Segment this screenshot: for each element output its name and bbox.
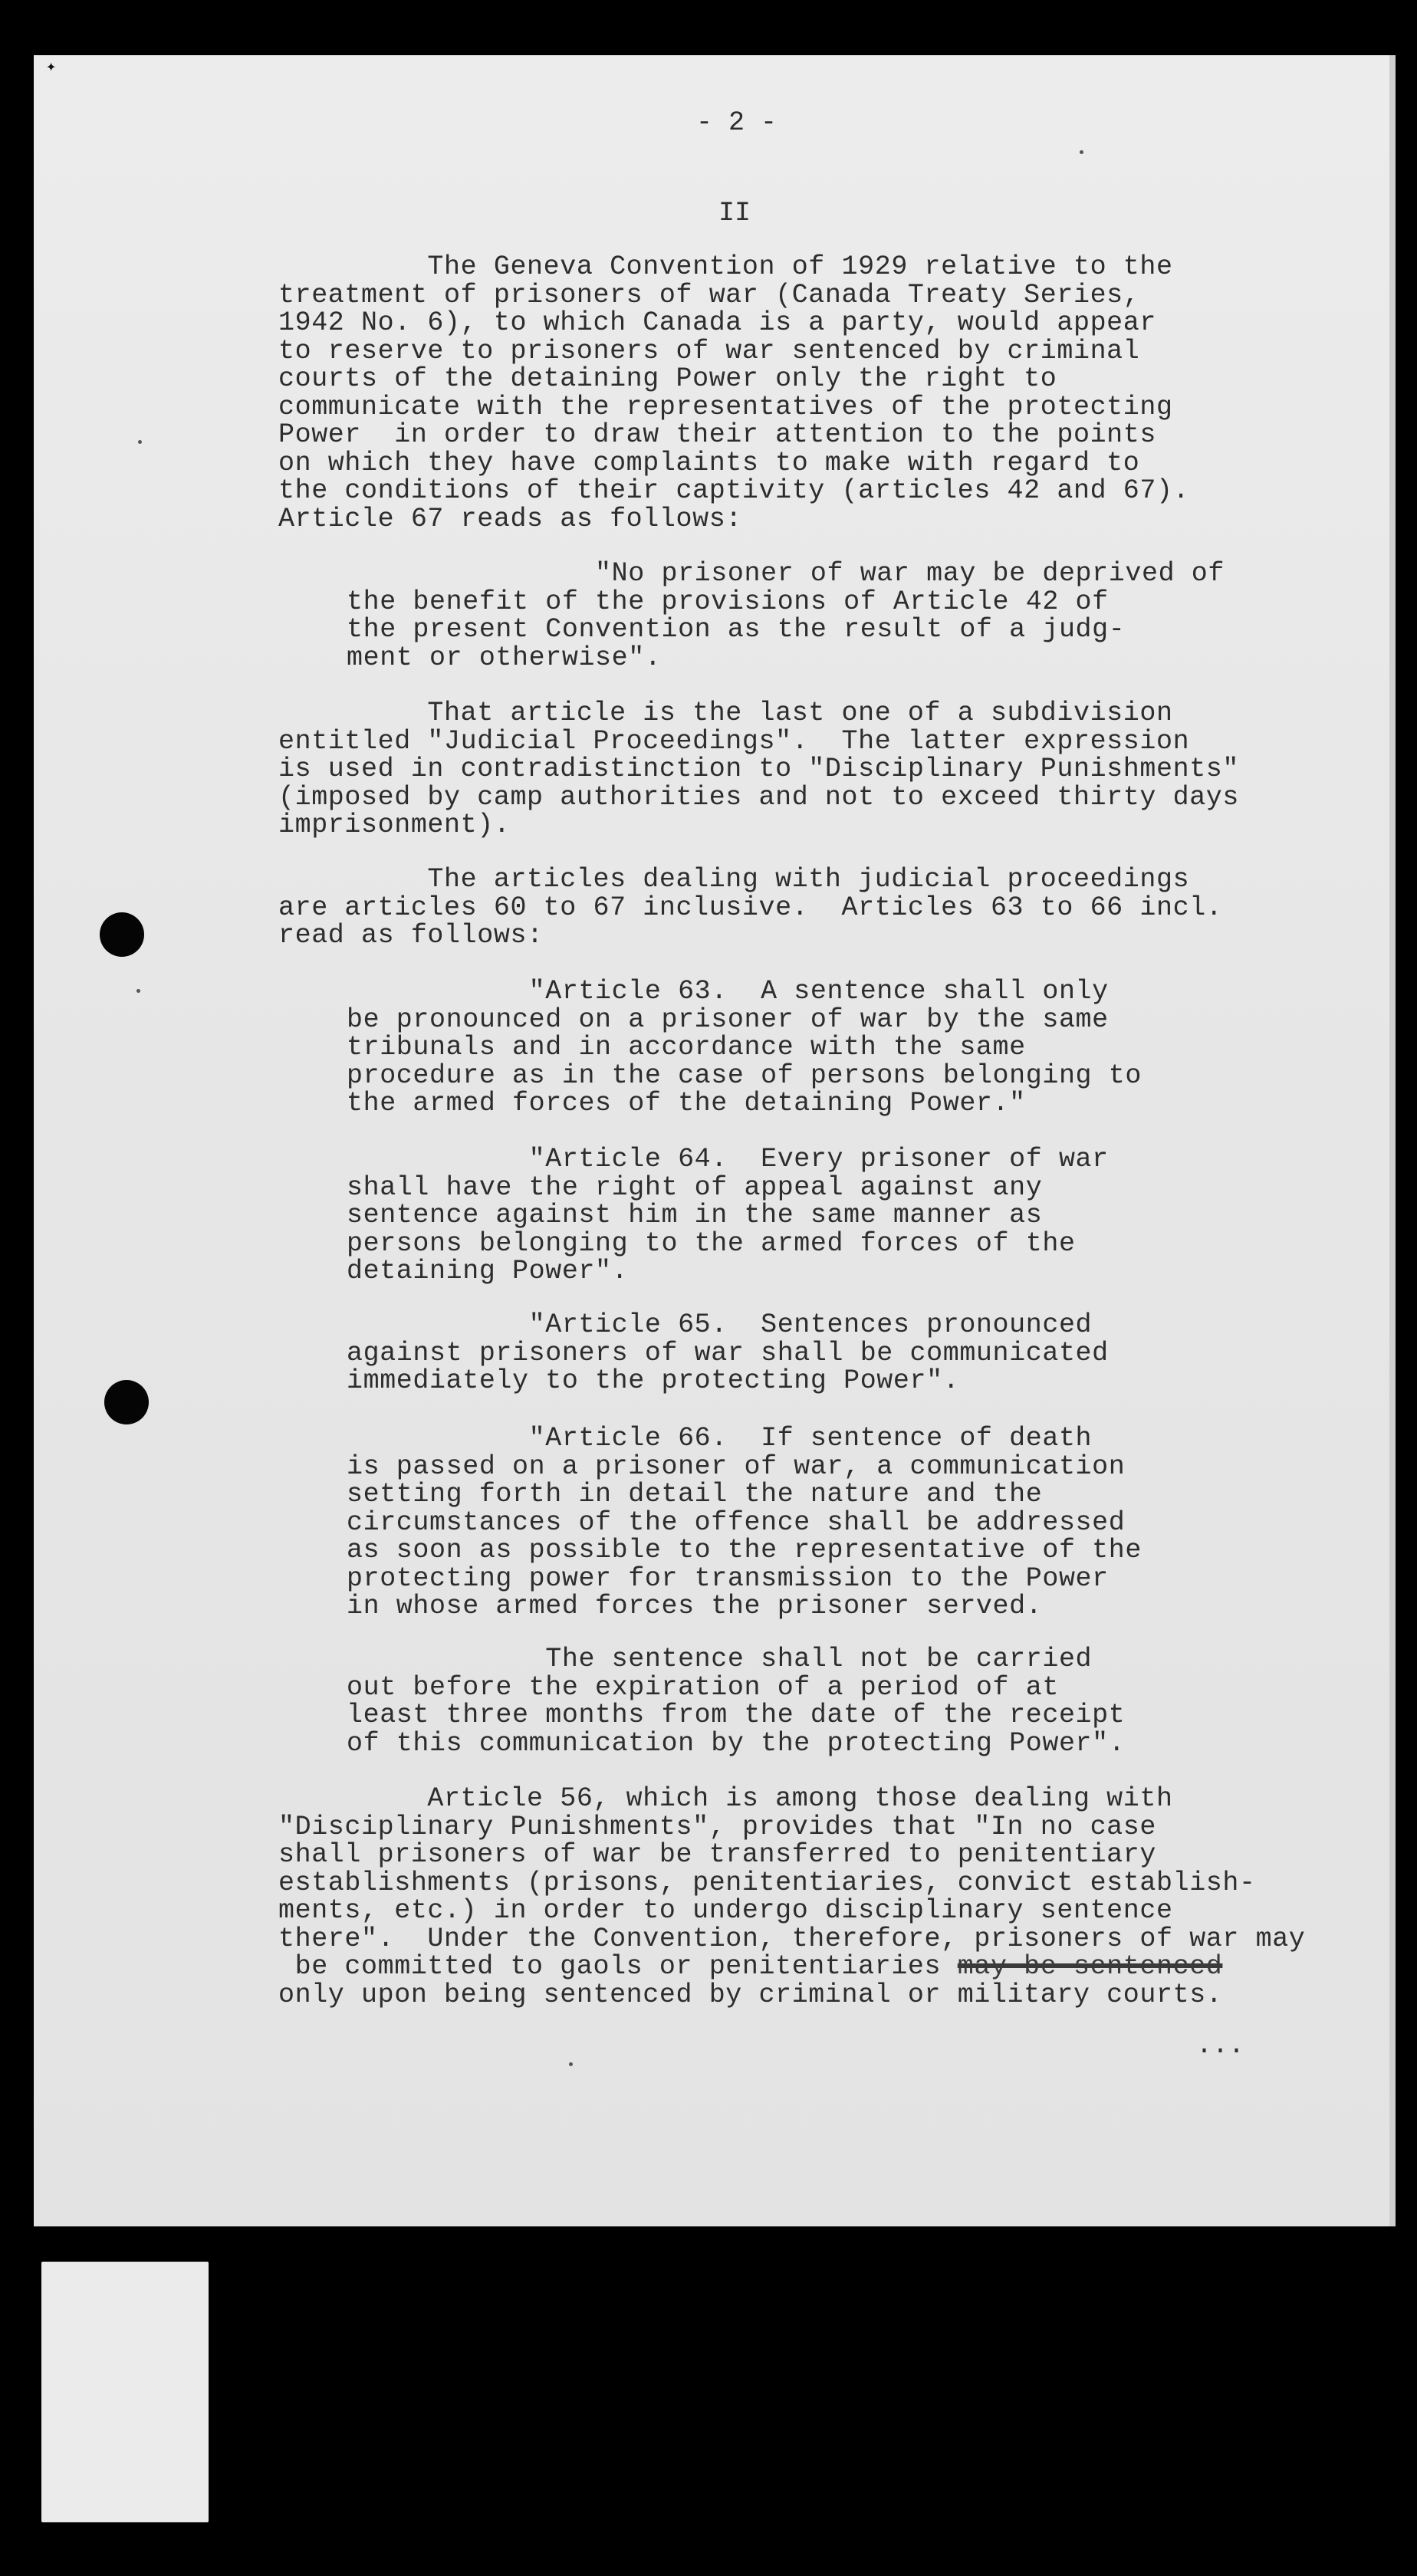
punch-hole-icon <box>104 1380 149 1424</box>
page-edge <box>1389 55 1396 2226</box>
continuation-marker: ... <box>1196 2030 1245 2061</box>
section-heading: II <box>718 198 751 228</box>
paragraph-intro: The Geneva Convention of 1929 relative to the treatment of prisoners of war (Canada Treaty Series, 1942 No. 6), to which Canada is a party, would appear to reserve to prisoners of war sentenced by criminal courts of the detaining Power only the right to communicate with the representatives of the protecting Power in order to draw their attention to the points on which they have complaints to make with regard to the conditions of their captivity (articles 42 and 67). Article 67 reads as follows: <box>278 251 1190 534</box>
paragraph-disciplinary-last-line <box>278 1953 1222 1981</box>
page-number: - 2 - <box>696 107 778 138</box>
last-line-text: be committed to gaols or penitentiaries <box>278 1951 958 1982</box>
speck <box>569 2062 573 2066</box>
label-card <box>41 2262 209 2522</box>
quote-article-66: "Article 66. If sentence of death is passed on a prisoner of war, a communication setting forth in detail the nature and the circumstances of the offence shall be addressed as soon as possible to the representative of the protecting power for transmission to the Power in whose armed forces the prisoner served. <box>347 1423 1142 1622</box>
paragraph-disciplinary: Article 56, which is among those dealing with "Disciplinary Punishments", provides that "In no case shall prisoners of war be transferred to penitentiary establishments (prisons, penitentiaries, convict establish- ments, etc.) in order to undergo disciplinary sentence there". Under the Convention, therefore, prisoners of war may <box>278 1783 1306 1954</box>
struck-text: may be sentenced <box>957 1951 1223 1982</box>
corner-mark-icon: ✦ <box>46 58 57 77</box>
quote-article-65: "Article 65. Sentences pronounced against prisoners of war shall be communicated immediately to the protecting Power". <box>347 1309 1109 1396</box>
quote-article-66-continued: The sentence shall not be carried out before the expiration of a period of at least three months from the date of the receipt of this communication by the protecting Power". <box>347 1644 1126 1759</box>
quote-article-64: "Article 64. Every prisoner of war shall have the right of appeal against any sentence against him in the same manner as persons belonging to the armed forces of the detaining Power". <box>347 1144 1109 1286</box>
quote-article-63: "Article 63. A sentence shall only be pronounced on a prisoner of war by the same tribunals and in accordance with the same procedure as in the case of persons belonging to the armed forces of the detaining Power." <box>347 976 1142 1119</box>
paragraph-articles-list: The articles dealing with judicial proceedings are articles 60 to 67 inclusive. Articles 63 to 66 incl. read as follows: <box>278 864 1223 951</box>
paragraph-judicial-proceedings: That article is the last one of a subdivision entitled "Judicial Proceedings". The latter expression is used in contradistinction to "Disciplinary Punishments" (imposed by camp authorities and not to exceed thirty days imprisonment). <box>278 698 1239 840</box>
paragraph-disciplinary-final: only upon being sentenced by criminal or military courts. <box>278 1980 1223 2010</box>
speck <box>1080 150 1083 154</box>
speck <box>138 440 142 444</box>
quote-article-67: "No prisoner of war may be deprived of the benefit of the provisions of Article 42 of the present Convention as the result of a judg- ment or otherwise". <box>347 558 1225 673</box>
punch-hole-icon <box>100 912 144 957</box>
speck <box>136 989 140 993</box>
